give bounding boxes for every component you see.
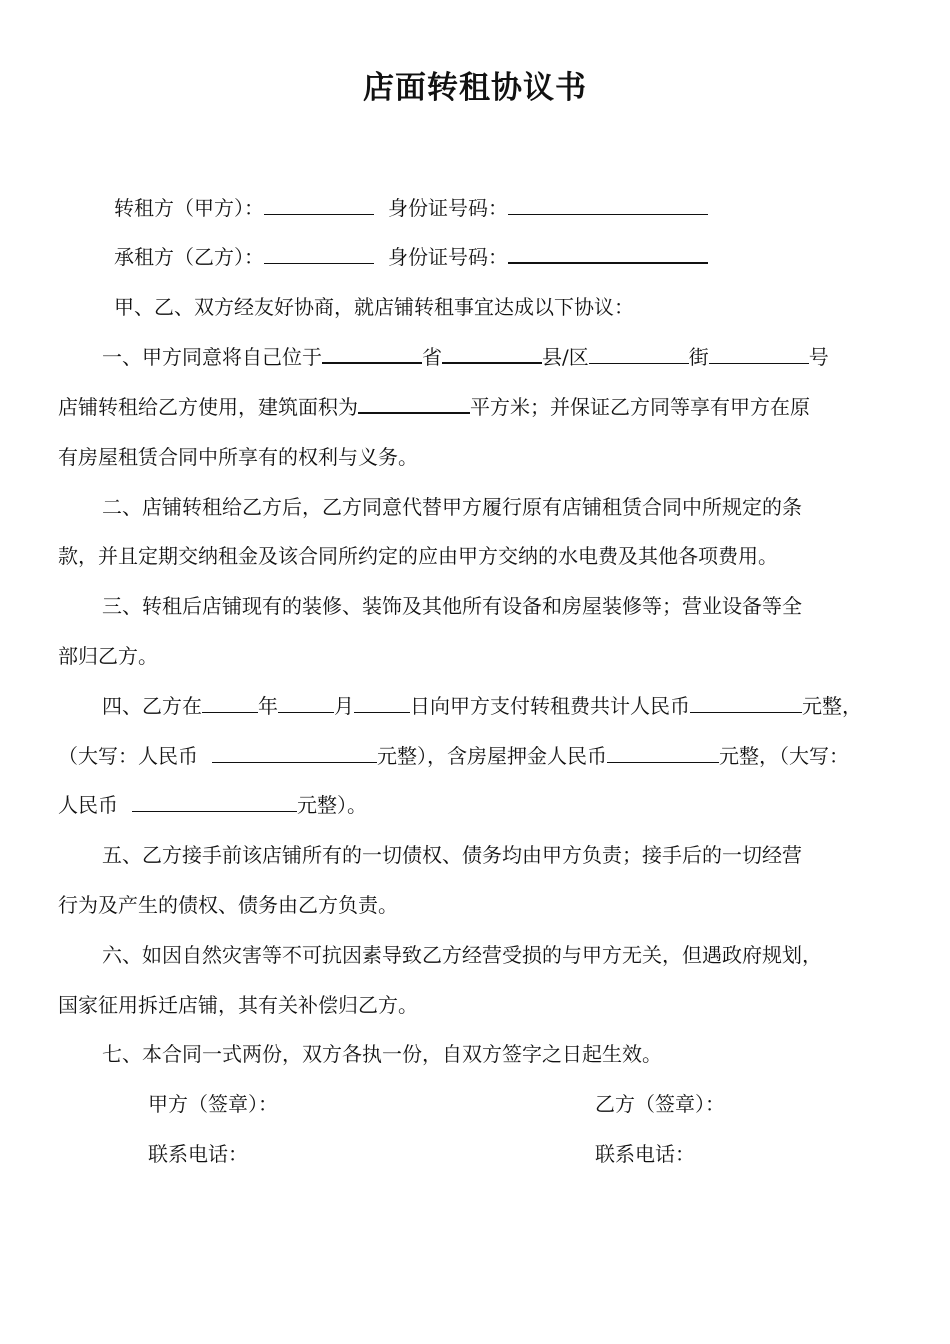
number-field[interactable] bbox=[709, 343, 809, 364]
yuan-label: 元整， bbox=[802, 694, 862, 718]
clause-1-line-3: 有房屋租赁合同中所享有的权利与义务。 bbox=[58, 445, 418, 469]
street-label: 街 bbox=[688, 345, 709, 369]
party-b-phone: 联系电话： bbox=[595, 1142, 695, 1166]
intro-text: 甲、乙、双方经友好协商，就店铺转租事宜达成以下协议： bbox=[114, 295, 634, 319]
uppercase-label: （大写：人民币 bbox=[58, 744, 198, 768]
lessee-id-field[interactable] bbox=[508, 242, 708, 264]
party-a-phone: 联系电话： bbox=[148, 1142, 248, 1166]
number-label: 号 bbox=[808, 345, 829, 369]
party-a-signature: 甲方（签章）： bbox=[148, 1092, 278, 1116]
year-field[interactable] bbox=[202, 692, 258, 713]
street-field[interactable] bbox=[589, 343, 689, 364]
clause-2-line-1: 二、店铺转租给乙方后，乙方同意代替甲方履行原有店铺租赁合同中所规定的条 bbox=[102, 495, 802, 519]
payment-label: 日向甲方支付转租费共计人民币 bbox=[410, 694, 690, 718]
clause-7: 七、本合同一式两份，双方各执一份，自双方签字之日起生效。 bbox=[102, 1042, 662, 1066]
document-title: 店面转租协议书 bbox=[363, 70, 587, 106]
clause-1-text: 一、甲方同意将自己位于 bbox=[102, 345, 322, 369]
clause-1-line-1 bbox=[102, 342, 892, 372]
province-field[interactable] bbox=[322, 342, 422, 364]
year-label: 年 bbox=[258, 694, 278, 718]
party-b-signature: 乙方（签章）： bbox=[595, 1092, 725, 1116]
uppercase-amount-field[interactable] bbox=[212, 742, 377, 763]
clause-5-line-1: 五、乙方接手前该店铺所有的一切债权、债务均由甲方负责；接手后的一切经营 bbox=[102, 843, 802, 867]
lessee-id-label: 身份证号码： bbox=[388, 245, 508, 269]
payment-amount-field[interactable] bbox=[690, 692, 802, 713]
province-label: 省 bbox=[422, 345, 442, 369]
lessor-label: 转租方（甲方）： bbox=[114, 196, 264, 220]
month-label: 月 bbox=[334, 694, 354, 718]
clause-3-line-2: 部归乙方。 bbox=[58, 644, 158, 668]
clause-2-line-2: 款，并且定期交纳租金及该合同所约定的应由甲方交纳的水电费及其他各项费用。 bbox=[58, 544, 778, 568]
month-field[interactable] bbox=[278, 692, 334, 713]
lessee-name-field[interactable] bbox=[264, 243, 374, 264]
deposit-uppercase-field[interactable] bbox=[132, 791, 297, 812]
lessor-row bbox=[114, 193, 892, 223]
clause-4-line-3 bbox=[58, 790, 892, 820]
deposit-uppercase-label: 元整，（大写： bbox=[719, 744, 849, 768]
clause-4-text: 四、乙方在 bbox=[102, 694, 202, 718]
clause-6-line-2: 国家征用拆迁店铺，其有关补偿归乙方。 bbox=[58, 993, 418, 1017]
clause-3-line-1: 三、转租后店铺现有的装修、装饰及其他所有设备和房屋装修等；营业设备等全 bbox=[102, 594, 802, 618]
day-field[interactable] bbox=[354, 692, 410, 713]
clause-6-line-1: 六、如因自然灾害等不可抗因素导致乙方经营受损的与甲方无关，但遇政府规划， bbox=[102, 943, 822, 967]
lessor-name-field[interactable] bbox=[264, 194, 374, 215]
deposit-label: 元整），含房屋押金人民币 bbox=[377, 744, 607, 768]
lessee-label: 承租方（乙方）： bbox=[114, 245, 264, 269]
clause-1-line-2 bbox=[58, 392, 892, 422]
yuan-end-label: 元整）。 bbox=[297, 793, 367, 817]
rmb-label: 人民币 bbox=[58, 793, 118, 817]
area-label: 店铺转租给乙方使用，建筑面积为 bbox=[58, 395, 358, 419]
county-field[interactable] bbox=[442, 342, 542, 364]
lessor-id-label: 身份证号码： bbox=[388, 196, 508, 220]
area-field[interactable] bbox=[358, 392, 470, 414]
clause-5-line-2: 行为及产生的债权、债务由乙方负责。 bbox=[58, 893, 398, 917]
clause-4-line-1 bbox=[102, 691, 902, 721]
clause-4-line-2 bbox=[58, 741, 892, 771]
lessee-row bbox=[114, 242, 892, 272]
deposit-amount-field[interactable] bbox=[607, 742, 719, 763]
county-label: 县/区 bbox=[542, 345, 589, 369]
lessor-id-field[interactable] bbox=[508, 194, 708, 215]
clause-1-text-2: 平方米；并保证乙方同等享有甲方在原 bbox=[470, 395, 810, 419]
